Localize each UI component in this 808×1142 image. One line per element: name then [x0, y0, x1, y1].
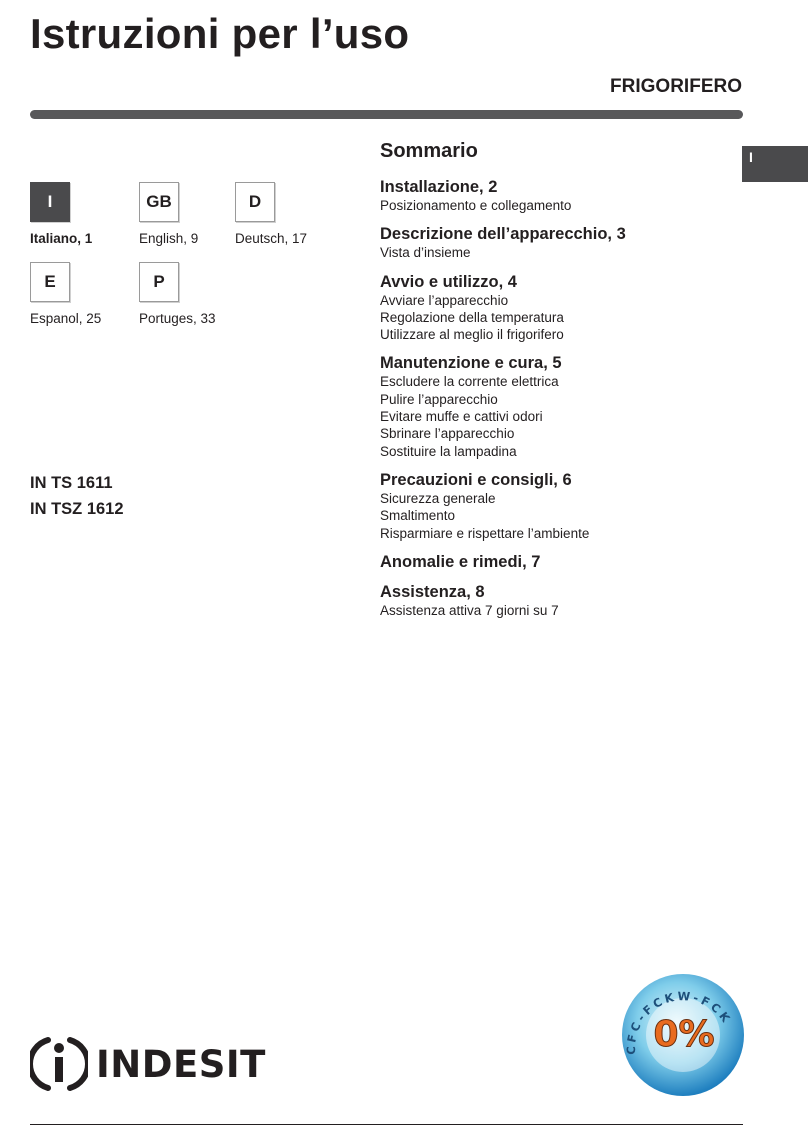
model-number: IN TSZ 1612: [30, 500, 124, 518]
header-divider: [30, 110, 743, 119]
language-code-box[interactable]: E: [30, 262, 70, 302]
toc-item[interactable]: Avviare l’apparecchio: [380, 292, 509, 308]
globe-icon: [620, 972, 746, 1098]
toc-section-anomalie: [380, 552, 730, 572]
toc-item[interactable]: Assistenza attiva 7 giorni su 7: [380, 602, 559, 618]
toc-item[interactable]: Sicurezza generale: [380, 490, 496, 506]
language-label: Deutsch, 17: [235, 231, 308, 246]
language-code-box[interactable]: I: [30, 182, 70, 222]
toc-section-descrizione: [380, 224, 730, 261]
toc-item[interactable]: Smaltimento: [380, 508, 456, 524]
model-number: IN TS 1611: [30, 474, 113, 492]
brand-wordmark: INDESIT: [96, 1042, 266, 1086]
toc-section-manutenzione: [380, 353, 730, 459]
language-code-box[interactable]: D: [235, 182, 275, 222]
toc-section-installazione: [380, 177, 730, 214]
toc-item[interactable]: Regolazione della temperatura: [380, 309, 564, 325]
toc-item[interactable]: Sbrinare l’apparecchio: [380, 426, 515, 442]
language-label: Portuges, 33: [139, 311, 216, 326]
toc-item[interactable]: Sostituire la lampadina: [380, 443, 517, 459]
model-list: [30, 470, 124, 522]
language-code-box[interactable]: GB: [139, 182, 179, 222]
language-german[interactable]: [235, 182, 375, 246]
toc-item[interactable]: Risparmiare e rispettare l’ambiente: [380, 525, 590, 541]
toc-section-title[interactable]: Precauzioni e consigli, 6: [380, 470, 572, 489]
toc-section-title[interactable]: Manutenzione e cura, 5: [380, 354, 562, 373]
toc-item[interactable]: Pulire l’apparecchio: [380, 391, 498, 407]
language-label: English, 9: [139, 231, 199, 246]
badge-ring-text: CFC-FCKW-FCK: [623, 988, 735, 1055]
indesit-logo: [30, 1034, 266, 1094]
language-label: Espanol, 25: [30, 311, 102, 326]
toc-section-title[interactable]: Avvio e utilizzo, 4: [380, 272, 517, 291]
indesit-i-icon: [30, 1034, 88, 1094]
footer-divider: [30, 1124, 743, 1125]
toc-item[interactable]: Evitare muffe e cattivi odori: [380, 409, 543, 425]
toc-section-title[interactable]: Anomalie e rimedi, 7: [380, 552, 541, 571]
toc-heading: Sommario: [380, 140, 478, 162]
toc-item[interactable]: Posizionamento e collegamento: [380, 198, 572, 213]
table-of-contents: [380, 140, 730, 629]
toc-item[interactable]: Utilizzare al meglio il frigorifero: [380, 327, 564, 343]
language-label: Italiano, 1: [30, 231, 93, 246]
toc-section-avvio: [380, 272, 730, 344]
toc-section-title[interactable]: Assistenza, 8: [380, 582, 485, 601]
language-code-box[interactable]: P: [139, 262, 179, 302]
side-tab-label: I: [749, 149, 753, 165]
badge-percent: 0%: [653, 1014, 715, 1055]
toc-section-precauzioni: [380, 470, 730, 542]
toc-item[interactable]: Vista d’insieme: [380, 245, 471, 261]
document-title: Istruzioni per l’uso: [30, 10, 410, 57]
product-type: FRIGORIFERO: [610, 76, 742, 97]
cfc-free-badge: [620, 972, 746, 1103]
toc-section-title[interactable]: Descrizione dell’apparecchio, 3: [380, 225, 626, 244]
toc-section-title[interactable]: Installazione, 2: [380, 178, 498, 196]
toc-section-assistenza: [380, 582, 730, 619]
language-side-tab: [742, 146, 808, 182]
language-portuguese[interactable]: [139, 262, 279, 326]
toc-item[interactable]: Escludere la corrente elettrica: [380, 374, 559, 390]
